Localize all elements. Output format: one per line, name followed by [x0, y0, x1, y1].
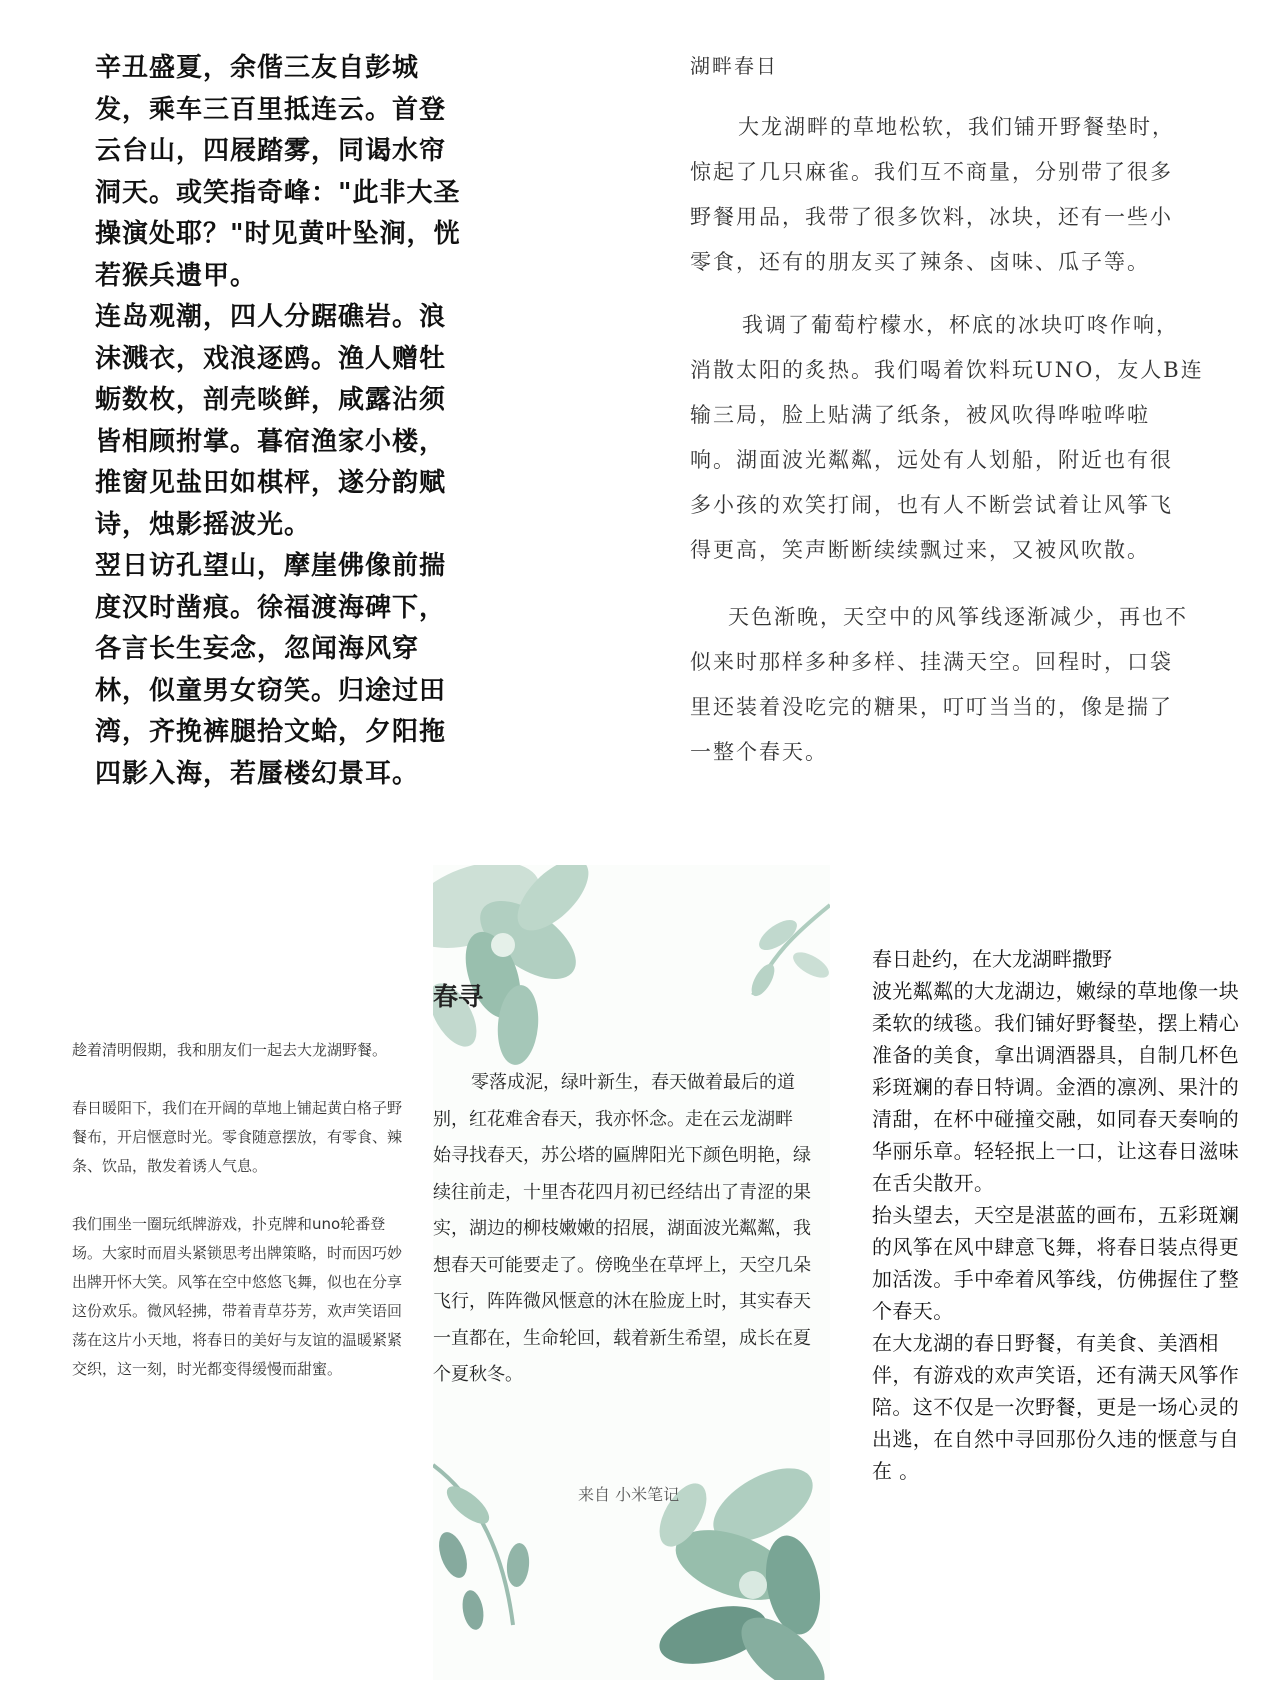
bottom-branch: [433, 1465, 531, 1631]
text-line: 推窗见盐田如棋枰，遂分韵赋: [95, 468, 447, 498]
text-line: 翌日访孔望山，摩崖佛像前揣: [95, 551, 447, 581]
text-line: 野餐用品，我带了很多饮料，冰块，还有一些小: [690, 205, 1173, 229]
text-line: 消散太阳的炙热。我们喝着饮料玩UNO，友人B连: [690, 358, 1204, 382]
paragraph: 我们围坐一圈玩纸牌游戏，扑克牌和uno轮番登场。大家时而眉头紧锁思考出牌策略，时而因巧妙出牌开怀大笑。风筝在空中悠悠飞舞，似也在分享这份欢乐。微风轻拂，带着青草芬芳，欢声笑语回荡在这片小天地，将春日的美好与友谊的温暖紧紧交织，这一刻，时光都变得缓慢而甜蜜。: [72, 1215, 403, 1378]
text-line: 多小孩的欢笑打闹，也有人不断尝试着让风筝飞: [690, 493, 1173, 517]
text-line: 响。湖面波光粼粼，远处有人划船，附近也有很: [690, 448, 1173, 472]
text-line: 沫溅衣，戏浪逐鸥。渔人赠牡: [95, 343, 447, 374]
text-line: 各言长生妄念，忽闻海风穿: [95, 634, 420, 664]
text-line: 林，似童男女窃笑。归途过田: [95, 675, 447, 706]
text-line: 蛎数枚，剖壳啖鲜，咸露沾须: [95, 385, 447, 415]
text-line: 实，湖边的柳枝嫩嫩的招展，湖面波光粼粼，我: [433, 1218, 811, 1239]
text-line: 我调了葡萄柠檬水，杯底的冰块叮咚作响，: [742, 313, 1179, 337]
text-line: 一整个春天。: [690, 740, 828, 764]
paragraph: 在大龙湖的春日野餐，有美食、美酒相伴，有游戏的欢声笑语，还有满天风筝作陪。这不仅是一次野餐，更是一场心灵的出逃，在自然中寻回那份久违的惬意与自在 。: [872, 1331, 1240, 1483]
text-line: 连岛观潮，四人分踞礁岩。浪: [95, 302, 447, 332]
paragraph: 春日暖阳下，我们在开阔的草地上铺起黄白格子野餐布，开启惬意时光。零食随意摆放，有零食、辣条、饮品，散发着诱人气息。: [72, 1099, 403, 1175]
floral-note-card: [433, 865, 830, 1680]
spring-picnic-panel: [872, 943, 1257, 1487]
text-line: 零落成泥，绿叶新生，春天做着最后的道: [471, 1072, 795, 1093]
text-line: 大龙湖畔的草地松软，我们铺开野餐垫时，: [738, 115, 1175, 139]
text-line: 飞行，阵阵微风惬意的沐在脸庞上时，其实春天: [433, 1291, 811, 1312]
picnic-note-panel: [72, 1036, 402, 1384]
card-title: 春寻: [433, 982, 484, 1011]
handwritten-essay-panel: [690, 50, 1215, 775]
text-line: 操演处耶？"时见黄叶坠涧，恍: [95, 219, 461, 249]
top-succulent: [433, 865, 600, 1067]
source-label: 来自 小米笔记: [578, 1485, 680, 1504]
text-line: 发，乘车三百里抵连云。首登: [95, 94, 447, 125]
card-body: [433, 1065, 830, 1394]
essay-title: 湖畔春日: [690, 54, 778, 78]
text-line: 得更高，笑声断断续续飘过来，又被风吹散。: [690, 538, 1150, 562]
text-line: 似来时那样多种多样、挂满天空。回程时，口袋: [690, 650, 1173, 674]
text-line: 皆相顾拊掌。暮宿渔家小楼，: [95, 426, 447, 457]
text-line: 想春天可能要走了。傍晚坐在草坪上，天空几朵: [433, 1254, 811, 1276]
text-line: 始寻找春天，苏公塔的匾牌阳光下颜色明艳，绿: [433, 1145, 811, 1166]
text-line: 惊起了几只麻雀。我们互不商量，分别带了很多: [690, 160, 1173, 184]
paragraph: 波光粼粼的大龙湖边，嫩绿的草地像一块柔软的绒毯。我们铺好野餐垫，摆上精心准备的美食，拿出调酒器具，自制几杯色彩斑斓的春日特调。金酒的凛冽、果汁的清甜，在杯中碰撞交融，如同春天奏响的华丽乐章。轻轻抿上一口，让这春日滋味在舌尖散开。: [872, 979, 1240, 1195]
classical-prose-panel: [95, 48, 475, 795]
text-line: 辛丑盛夏，余偕三友自彭城: [95, 53, 420, 83]
paragraph: 趁着清明假期，我和朋友们一起去大龙湖野餐。: [72, 1041, 388, 1059]
paragraph: 抬头望去，天空是湛蓝的画布，五彩斑斓的风筝在风中肆意飞舞，将春日装点得更加活泼。手中牵着风筝线，仿佛握住了整个春天。: [872, 1203, 1240, 1323]
text-line: 度汉时凿痕。徐福渡海碑下，: [95, 592, 447, 623]
text-line: 若猴兵遗甲。: [95, 260, 258, 291]
text-line: 一直都在，生命轮回，载着新生希望，成长在夏: [433, 1327, 811, 1349]
text-line: 湾，齐挽裤腿拾文蛤，夕阳拖: [95, 717, 447, 747]
text-line: 诗，烛影摇波光。: [95, 509, 312, 540]
panel-title: 春日赴约，在大龙湖畔撒野: [872, 947, 1112, 971]
text-line: 输三局，脸上贴满了纸条，被风吹得哗啦哗啦: [690, 403, 1150, 427]
top-branch: [747, 905, 830, 1000]
text-line: 洞天。或笑指奇峰："此非大圣: [95, 177, 461, 208]
text-line: 个夏秋冬。: [433, 1364, 523, 1385]
text-line: 零食，还有的朋友买了辣条、卤味、瓜子等。: [690, 250, 1150, 274]
text-line: 别，红花难舍春天，我亦怀念。走在云龙湖畔: [433, 1108, 793, 1130]
text-line: 天色渐晚，天空中的风筝线逐渐减少，再也不: [728, 605, 1188, 629]
text-line: 四影入海，若蜃楼幻景耳。: [95, 758, 420, 789]
text-line: 云台山，四屐踏雾，同谒水帘: [95, 136, 447, 166]
text-line: 续往前走，十里杏花四月初已经结出了青涩的果: [433, 1181, 811, 1203]
text-line: 里还装着没吃完的糖果，叮叮当当的，像是揣了: [690, 695, 1173, 719]
